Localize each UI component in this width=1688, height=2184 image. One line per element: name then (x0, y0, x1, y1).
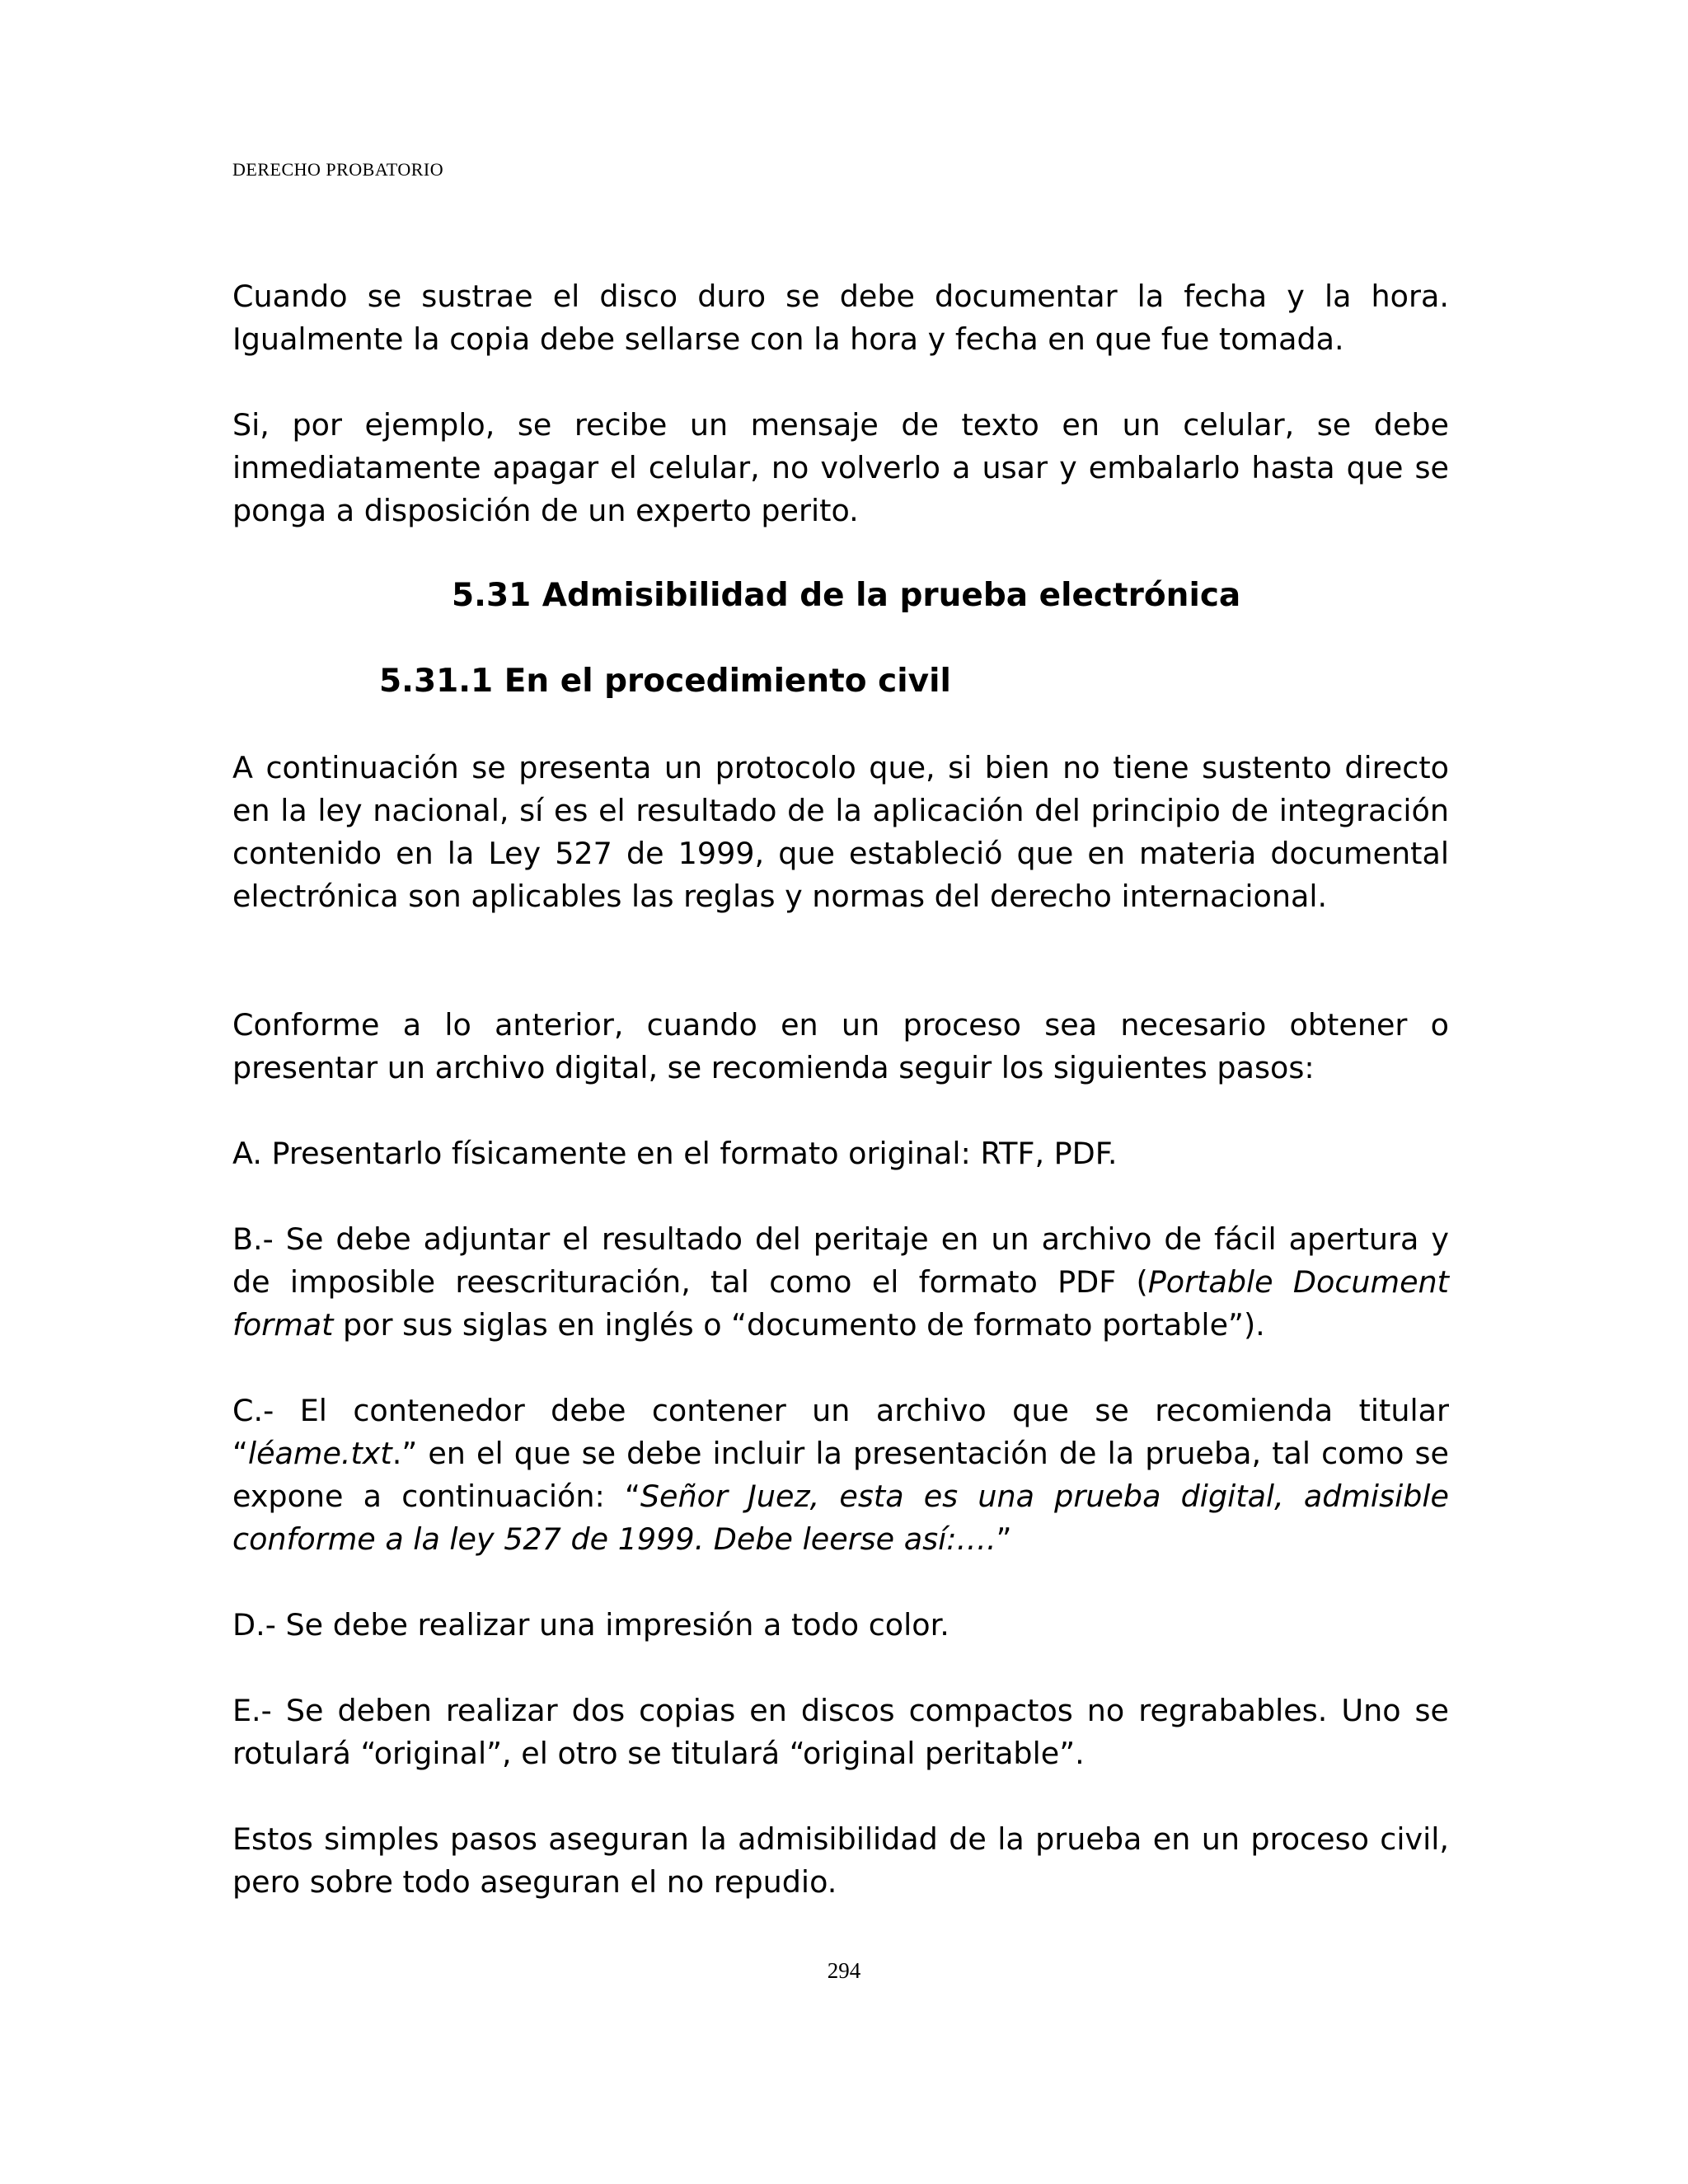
paragraph-protocolo: A continuación se presenta un protocolo que, si bien no tiene sustento directo en la ley nacional, sí es el resultado de la aplicación del principio de integración contenido en la Ley 527 de 1999, que estableció que en materia documental electrónica son aplicables las reglas y normas del derecho internacional. (232, 750, 1449, 914)
list-item-e: E.- Se deben realizar dos copias en discos compactos no regrabables. Uno se rotulará “original”, el otro se titulará “original peritable”. (232, 1693, 1449, 1771)
list-item-c-text-middle: .” en el que se debe incluir la presentación de la prueba, tal como se expone a continuación: “ (232, 1436, 1449, 1514)
list-item-d: D.- Se debe realizar una impresión a todo color. (232, 1607, 950, 1643)
paragraph-mensaje-celular: Si, por ejemplo, se recibe un mensaje de texto en un celular, se debe inmediatamente apagar el celular, no volverlo a usar y embalarlo hasta que se ponga a disposición de un experto perito. (232, 407, 1449, 528)
list-item-c-filename: léame.txt (247, 1436, 392, 1471)
list-item-a: A. Presentarlo físicamente en el formato original: RTF, PDF. (232, 1136, 1118, 1171)
list-item-c-quote: Señor Juez, esta es una prueba digital, admisible conforme a la ley 527 de 1999. Debe leerse así:…. (232, 1479, 1449, 1557)
list-item-b-text: B.- Se debe adjuntar el resultado del peritaje en un archivo de fácil apertura y de imposible reescrituración, tal como el formato PDF ( (232, 1221, 1449, 1300)
page-number: 294 (827, 1958, 861, 1983)
paragraph-disco-duro: Cuando se sustrae el disco duro se debe documentar la fecha y la hora. Igualmente la copia debe sellarse con la hora y fecha en que fue tomada. (232, 279, 1449, 357)
section-heading-5-31: 5.31 Admisibilidad de la prueba electrónica (452, 577, 1241, 614)
list-item-c (232, 1390, 1449, 1561)
running-header: DERECHO PROBATORIO (232, 159, 444, 180)
list-item-c-text-end: ” (996, 1521, 1012, 1557)
list-item-c-text: C.- El contenedor debe contener un archivo que se recomienda titular “ (232, 1393, 1449, 1471)
paragraph-conclusion: Estos simples pasos aseguran la admisibilidad de la prueba en un proceso civil, pero sobre todo aseguran el no repudio. (232, 1821, 1449, 1900)
list-item-b-text-end: por sus siglas en inglés o “documento de formato portable”). (333, 1307, 1265, 1343)
paragraph-conforme: Conforme a lo anterior, cuando en un proceso sea necesario obtener o presentar un archivo digital, se recomienda seguir los siguientes pasos: (232, 1007, 1449, 1085)
list-item-b-italic: Portable Document format (232, 1264, 1449, 1343)
subsection-heading-5-31-1: 5.31.1 En el procedimiento civil (379, 663, 951, 700)
list-item-b (232, 1218, 1449, 1347)
